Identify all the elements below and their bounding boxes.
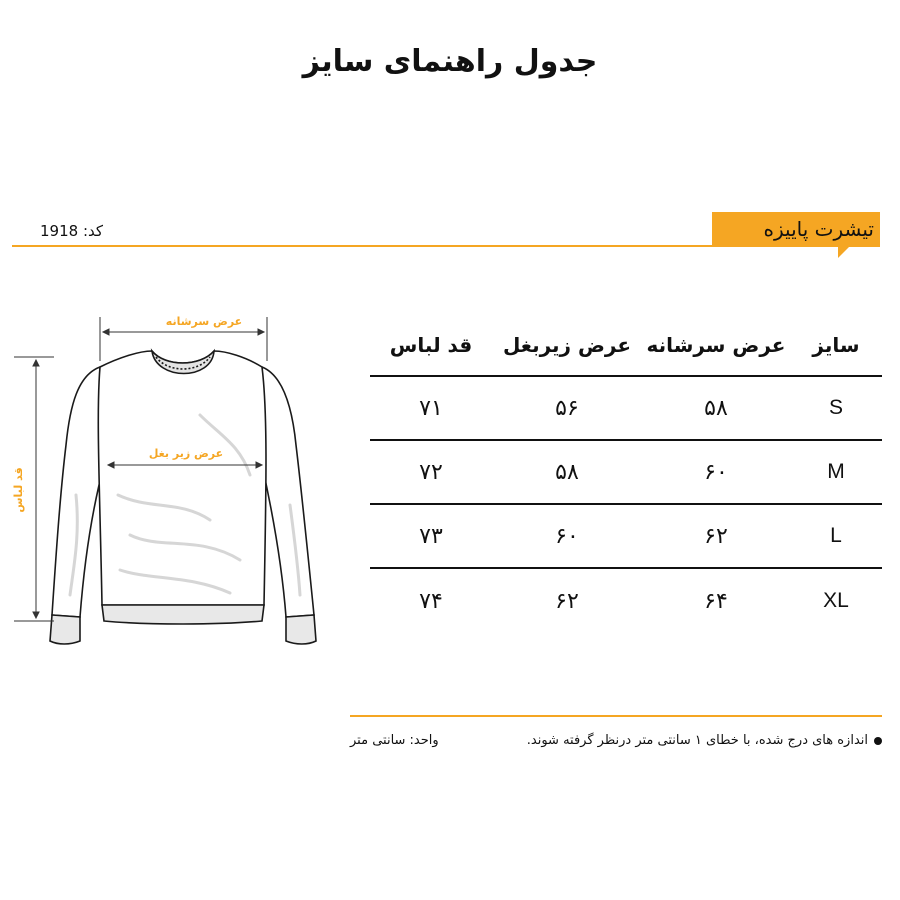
bullet-icon (874, 737, 882, 745)
shoulder-width-label: عرض سرشانه (165, 315, 243, 328)
underarm-cell: ۵۸ (555, 459, 579, 485)
shoulder-cell: ۶۴ (704, 588, 728, 614)
size-cell: M (827, 460, 845, 483)
table-row (370, 377, 882, 441)
length-cell: ۷۲ (419, 459, 443, 485)
size-cell: S (828, 396, 843, 419)
tolerance-note-text: اندازه های درج شده، با خطای ۱ سانتی متر درنظر گرفته شوند. (526, 733, 868, 748)
page-title: جدول راهنمای سایز (302, 44, 598, 79)
tolerance-note (527, 733, 882, 748)
sweatshirt-outline (50, 351, 316, 644)
header-size: سایز (812, 333, 860, 357)
code-value: 1918 (40, 222, 79, 240)
size-table (370, 315, 882, 633)
length-label: قد لباس (12, 467, 25, 513)
header-divider (12, 245, 880, 247)
table-row (370, 569, 882, 633)
footer-divider (350, 715, 882, 717)
header-length: قد لباس (389, 333, 473, 357)
underarm-width-label: عرض زیر بغل (148, 447, 224, 460)
sweatshirt-diagram (0, 295, 340, 675)
header-shoulder-width: عرض سرشانه (646, 333, 786, 357)
product-code (40, 222, 103, 240)
length-cell: ۷۱ (419, 395, 443, 421)
length-cell: ۷۳ (419, 523, 443, 549)
product-name: تیشرت پاییزه (763, 217, 874, 241)
underarm-cell: ۶۰ (555, 523, 579, 549)
size-cell: XL (823, 589, 849, 612)
product-name-tag (712, 212, 880, 246)
shoulder-cell: ۶۰ (704, 459, 728, 485)
unit-note: واحد: سانتی متر (350, 733, 439, 748)
length-cell: ۷۴ (419, 588, 443, 614)
header-underarm-width: عرض زیربغل (502, 333, 632, 357)
code-label: کد: (82, 222, 104, 240)
table-header-row (370, 315, 882, 377)
underarm-cell: ۶۲ (555, 588, 579, 614)
size-cell: L (830, 524, 842, 547)
shoulder-cell: ۵۸ (704, 395, 728, 421)
table-row (370, 441, 882, 505)
tag-pointer (838, 246, 850, 258)
shoulder-cell: ۶۲ (704, 523, 728, 549)
table-row (370, 505, 882, 569)
underarm-cell: ۵۶ (555, 395, 579, 421)
